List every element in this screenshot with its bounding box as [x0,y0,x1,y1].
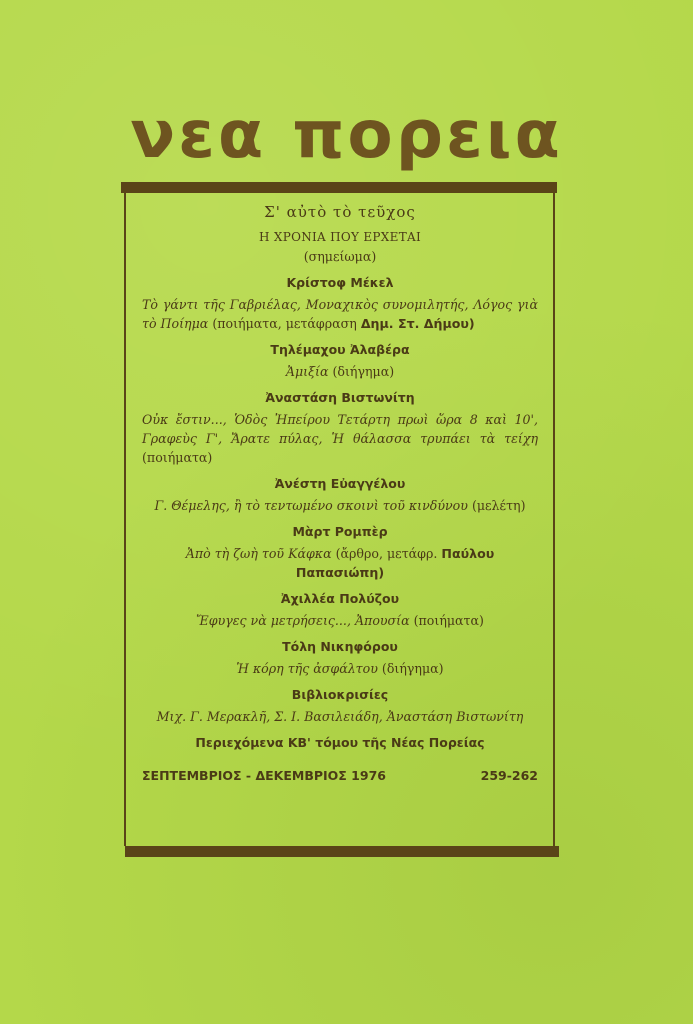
work-title [142,611,538,630]
volume-index-line: Περιεχόμενα ΚΒ' τόμου τῆς Νέας Πορείας [195,735,485,750]
work-title [142,659,538,678]
translator-name: Παύλου Παπασιώπη) [295,546,495,580]
reviews-authors: Μιχ. Γ. Μερακλῆ, Σ. Ι. Βασιλειάδη, Ἀναστάση Βιστωνίτη [156,709,524,724]
issue-footer [142,766,538,785]
author-name: Ἀχιλλέα Πολύζου [280,591,400,606]
issue-numbers: 259-262 [480,768,538,783]
top-rule [121,182,557,193]
work-title [142,410,538,467]
author-name: Ἀνέστη Εὐαγγέλου [274,476,406,491]
author-name: Κρίστοφ Μέκελ [286,275,394,290]
contents-heading: Σ' αὐτὸ τὸ τεῦχος [264,203,416,221]
editorial-title: Η ΧΡΟΝΙΑ ΠΟΥ ΕΡΧΕΤΑΙ [258,230,422,244]
work-note: (ἄρθρο, μετάφρ. [335,546,438,561]
work-title-text: Ἔφυγες νὰ μετρήσεις..., Ἀπουσία [196,613,410,628]
editorial-note: (σημείωμα) [303,249,377,264]
work-note: (ποιήματα, μετάφραση [212,316,357,331]
issue-date: ΣΕΠΤΕΜΒΡΙΟΣ - ΔΕΚΕΜΒΡΙΟΣ 1976 [142,768,386,783]
author-name: Τηλέμαχου Ἀλαβέρα [270,342,410,357]
work-note: (διήγημα) [332,364,395,379]
work-title [142,496,538,515]
bottom-rule [125,846,559,857]
work-title [142,295,538,333]
work-title [142,362,538,381]
author-name: Τόλη Νικηφόρου [282,639,398,654]
author-name: Μὰρτ Ρομπὲρ [292,524,388,539]
reviews-heading: Βιβλιοκρισίες [291,687,389,702]
translator-name: Δημ. Στ. Δήμου) [360,316,475,331]
magazine-title: νεα πορεια [130,96,563,173]
work-title [142,544,538,582]
author-name: Ἀναστάση Βιστωνίτη [265,390,415,405]
work-title-text: Γ. Θέμελης, ἢ τὸ τεντωμένο σκοινὶ τοῦ κινδύνου [154,498,468,513]
work-note: (διήγημα) [381,661,444,676]
table-of-contents [142,203,538,785]
work-title-text: Ἡ κόρη τῆς ἀσφάλτου [236,661,378,676]
work-note: (μελέτη) [471,498,526,513]
work-title-text: Οὐκ ἔστιν..., Ὁδὸς Ἠπείρου Τετάρτη πρωὶ ὥρα 8 καὶ 10', Γραφεὺς Γ', Ἄρατε πύλας, Ἡ θάλασσα τρυπάει τὰ τείχη [142,412,538,446]
work-note: (ποιήματα) [413,613,484,628]
work-note: (ποιήματα) [142,450,213,465]
work-title-text: Ἀμιξία [285,364,329,379]
work-title-text: Τὸ γάντι τῆς Γαβριέλας, Μοναχικὸς συνομιλητής, Λόγος γιὰ τὸ Ποίημα [142,297,538,331]
work-title-text: Ἀπὸ τὴ ζωὴ τοῦ Κάφκα [185,546,332,561]
